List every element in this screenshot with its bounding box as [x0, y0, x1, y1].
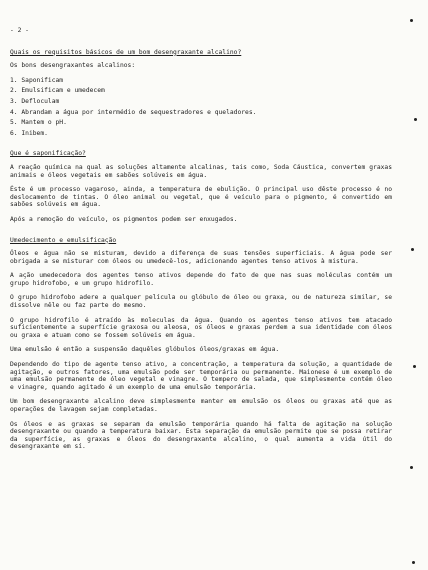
paragraph: Dependendo do tipo de agente tenso ativo, a concentração, a temperatura da solução, a quantidade de agitação, e outros fatores, uma emulsão pode ser temporária ou permanente. Maionese é um exemplo de uma emulsão permanente de óleo vegetal e vinagre. O tempero de salada, que simplesmente contém óleo e vinagre, quando agitado é um exemplo de uma emulsão temporária. — [10, 361, 392, 391]
paragraph: A ação umedecedora dos agentes tenso ativos depende do fato de que nas suas moléculas contém um grupo hidrofobo, e um grupo hidrofilo. — [10, 272, 392, 287]
list-item: 3. Defloculam — [10, 97, 60, 105]
list-item: 4. Abrandam a água por intermédio de sequestradores e queladores. — [10, 108, 257, 116]
paragraph: Um bom desengraxante alcalino deve simplesmente manter em emulsão os óleos ou graxas até que as operações de lavagem sejam completadas. — [10, 398, 392, 413]
section-heading-umedecimento: Umedecimento e emulsificação — [10, 236, 117, 244]
paragraph: Uma emulsão é então a suspensão daquêles glóbulos óleos/graxas em água. — [10, 346, 280, 354]
scan-speck — [412, 561, 415, 564]
paragraph: Éste é um processo vagaroso, ainda, a temperatura de ebulição. O principal uso dêste processo é no deslocamento de tintas. O óleo animal ou vegetal, que é veículo para o pigmento, é convertido em sabões solúveis em água. — [10, 186, 392, 209]
list-item: 6. Inibem. — [10, 129, 48, 137]
paragraph: A reação química na qual as soluções altamente alcalinas, tais como, Soda Cáustica, convertem graxas animais e óleos vegetais em sabões solúveis em água. — [10, 163, 392, 179]
section-heading-requisitos: Quais os requisitos básicos de um bom desengraxante alcalino? — [10, 48, 242, 56]
list-item: 1. Saponificam — [10, 76, 64, 84]
scan-speck — [411, 248, 414, 251]
scan-speck — [414, 118, 417, 121]
scan-speck — [410, 19, 413, 22]
scan-speck — [413, 365, 416, 368]
paragraph: Os bons desengraxantes alcalinos: — [10, 62, 136, 70]
paragraph: O grupo hidrofilo é atraído às moleculas da água. Quando os agentes tenso ativos tem atacado suficientemente a superfície graxosa ou aleosa, os óleos e graxas perdem a sua identidade com óleos ou graxa e atuam como se fossem solúveis em água. — [10, 316, 392, 339]
section-heading-saponificacao: Que é saponificação? — [10, 150, 86, 158]
paragraph: Os óleos e as graxas se separam da emulsão temporária quando há falta de agitação na solução desengraxante ou quando a temperatura baixar. Esta separação da emulsão permite que se possa retirar da superfície, as graxas e óleos do desengraxante alcalino, o qual aumenta a vida útil do desengraxante em sí. — [10, 420, 392, 451]
list-item: 5. Mantem o pH. — [10, 119, 67, 127]
paragraph: Óleos e água não se misturam, devido a diferença de suas tensões superficiais. A água pode ser obrigada a se misturar com óleos ou umedecê-los, adicionando agentes tenso ativos à mistura. — [10, 250, 392, 265]
paragraph: O grupo hidrofobo adere a qualquer película ou glóbulo de óleo ou graxa, ou de natureza similar, se dissolve nêle ou faz parte do mesmo. — [10, 294, 392, 310]
list-item: 2. Emulsificam e umedecem — [10, 87, 105, 95]
requirements-list — [10, 77, 392, 138]
paragraph: Após a remoção do veículo, os pigmentos podem ser enxugados. — [10, 215, 238, 223]
scan-speck — [410, 466, 413, 469]
page-number: - 2 - — [10, 27, 29, 34]
